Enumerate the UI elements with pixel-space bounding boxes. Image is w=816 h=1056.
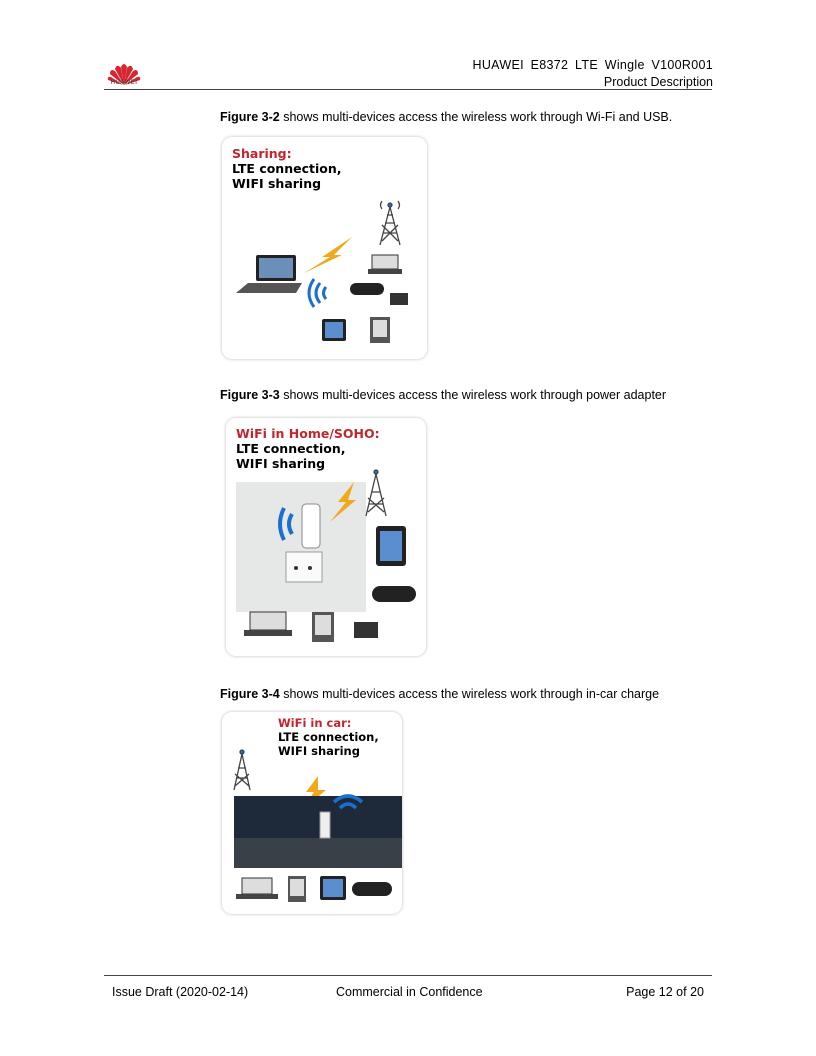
figure-title: WiFi in Home/SOHO: LTE connection, WIFI sharing	[236, 426, 380, 471]
ereader-icon	[370, 317, 390, 343]
game-console-icon	[352, 882, 392, 896]
cell-tower-icon	[380, 201, 400, 245]
header-subtitle: Product Description	[603, 75, 713, 89]
wingle-modem-icon	[320, 812, 330, 838]
footer-issue: Issue Draft (2020-02-14)	[112, 985, 249, 999]
figure-title: WiFi in car: LTE connection, WIFI sharing	[278, 716, 379, 758]
cell-tower-icon	[234, 750, 250, 790]
camera-icon	[390, 293, 408, 305]
game-console-icon	[372, 586, 416, 602]
header-title: HUAWEI E8372 LTE Wingle V100R001	[472, 58, 713, 72]
car-illustration	[222, 712, 402, 914]
figure-label: Figure 3-4	[220, 687, 280, 701]
cell-tower-icon	[366, 470, 386, 516]
figure-caption-text: shows multi-devices access the wireless work through power adapter	[279, 388, 667, 402]
netbook-icon	[368, 255, 402, 274]
figure-image	[222, 137, 427, 359]
header-divider	[104, 89, 712, 90]
figure-caption	[220, 687, 659, 701]
tablet-icon	[376, 526, 406, 566]
figure-label: Figure 3-3	[220, 388, 280, 402]
tablet-icon	[322, 319, 346, 341]
figure-caption-text: shows multi-devices access the wireless work through Wi-Fi and USB.	[279, 110, 673, 124]
game-console-icon	[350, 283, 384, 295]
home-illustration	[226, 418, 426, 656]
figure-caption-text: shows multi-devices access the wireless work through in-car charge	[279, 687, 660, 701]
figure-title: Sharing: LTE connection, WIFI sharing	[232, 146, 342, 191]
figure-image	[222, 712, 402, 914]
wifi-signal-icon	[309, 279, 326, 307]
devices-illustration	[222, 137, 427, 359]
footer-page-number: Page 12 of 20	[626, 985, 704, 999]
figure-label: Figure 3-2	[220, 110, 280, 124]
figure-image	[226, 418, 426, 656]
footer-confidentiality: Commercial in Confidence	[336, 985, 483, 999]
lightning-icon	[304, 237, 352, 273]
netbook-icon	[244, 612, 292, 636]
tablet-icon	[320, 876, 346, 900]
ereader-icon	[312, 612, 334, 642]
logo-text: HUAWEI	[110, 80, 138, 86]
netbook-icon	[236, 878, 278, 899]
wingle-modem-icon	[302, 504, 320, 548]
camera-icon	[354, 622, 378, 638]
footer-divider	[104, 975, 712, 976]
figure-caption	[220, 110, 672, 124]
laptop-icon	[236, 255, 302, 293]
power-outlet-icon	[286, 552, 322, 582]
figure-caption	[220, 388, 666, 402]
ereader-icon	[288, 876, 306, 902]
